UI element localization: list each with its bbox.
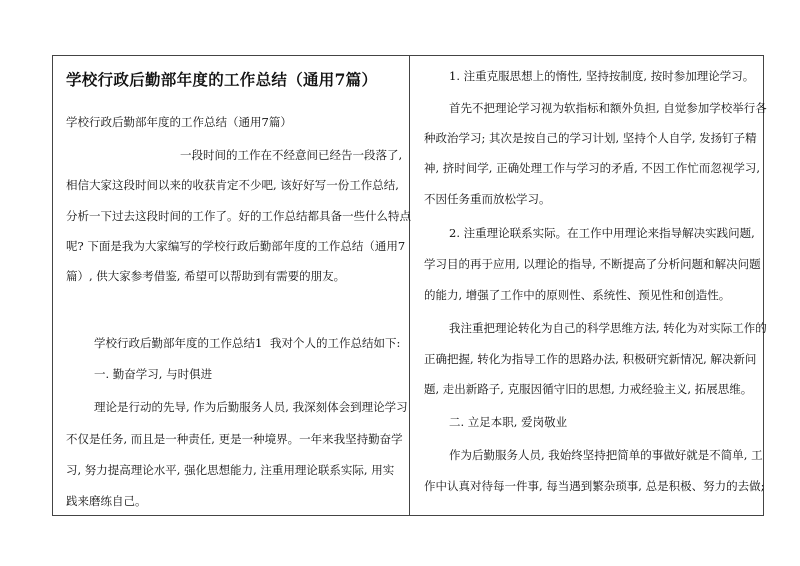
paragraph-line: 种政治学习; 其次是按自己的学习计划, 坚持个人自学, 发扬钉子精 xyxy=(424,131,757,145)
document-title: 学校行政后勤部年度的工作总结（通用7篇） xyxy=(66,70,378,89)
paragraph-line: 正确把握, 转化为指导工作的思路办法, 积极研究新情况, 解决新问 xyxy=(424,352,757,366)
paragraph-line: 我对个人的工作总结如下: xyxy=(270,336,401,350)
paragraph-line: 不仅是任务, 而且是一种责任, 更是一种境界。一年来我坚持勤奋学 xyxy=(66,432,403,446)
paragraph-line: 的能力, 增强了工作中的原则性、系统性、预见性和创造性。 xyxy=(424,288,731,302)
subtitle: 学校行政后勤部年度的工作总结（通用7篇） xyxy=(66,115,292,129)
paragraph-line: 神, 挤时间学, 正确处理工作与学习的矛盾, 不因工作忙而忽视学习, xyxy=(424,161,761,175)
paragraph-line: 作中认真对待每一件事, 每当遇到繁杂琐事, 总是积极、努力的去做; xyxy=(424,479,765,493)
paragraph-line: 分析一下过去这段时间的工作了。好的工作总结都具备一些什么特点 xyxy=(66,209,411,223)
paragraph-line: 学习目的再于应用, 以理论的指导, 不断提高了分析问题和解决问题 xyxy=(424,257,761,271)
paragraph-line: 2. 注重理论联系实际。在工作中用理论来指导解决实践问题, xyxy=(449,226,755,240)
paragraph-line: 我注重把理论转化为自己的科学思维方法, 转化为对实际工作的 xyxy=(449,321,767,335)
paragraph-line: 一段时间的工作在不经意间已经告一段落了, xyxy=(180,148,403,162)
paragraph-line: 相信大家这段时间以来的收获肯定不少吧, 该好好写一份工作总结, xyxy=(66,178,399,192)
paragraph-line: 1. 注重克服思想上的惰性, 坚持按制度, 按时参加理论学习。 xyxy=(449,69,755,83)
paragraph-line: 首先不把理论学习视为软指标和额外负担, 自觉参加学校举行各 xyxy=(449,101,767,115)
paragraph-line: 理论是行动的先导, 作为后勤服务人员, 我深刻体会到理论学习 xyxy=(94,400,408,414)
column-divider xyxy=(409,55,410,516)
section-heading: 学校行政后勤部年度的工作总结1 xyxy=(94,336,263,350)
paragraph-line: 不因任务重而放松学习。 xyxy=(424,192,551,206)
section-heading: 二. 立足本职, 爱岗敬业 xyxy=(449,415,568,429)
section-heading: 一. 勤奋学习, 与时俱进 xyxy=(94,367,213,381)
paragraph-line: 呢? 下面是我为大家编写的学校行政后勤部年度的工作总结（通用7 xyxy=(66,239,406,253)
paragraph-line: 作为后勤服务人员, 我始终坚持把简单的事做好就是不简单, 工 xyxy=(449,448,763,462)
paragraph-line: 习, 努力提高理论水平, 强化思想能力, 注重用理论联系实际, 用实 xyxy=(66,463,395,477)
paragraph-line: 篇）, 供大家参考借鉴, 希望可以帮助到有需要的朋友。 xyxy=(66,269,346,283)
paragraph-line: 践来磨练自己。 xyxy=(66,494,147,508)
paragraph-line: 题, 走出新路子, 克服因循守旧的思想, 力戒经验主义, 拓展思维。 xyxy=(424,382,753,396)
